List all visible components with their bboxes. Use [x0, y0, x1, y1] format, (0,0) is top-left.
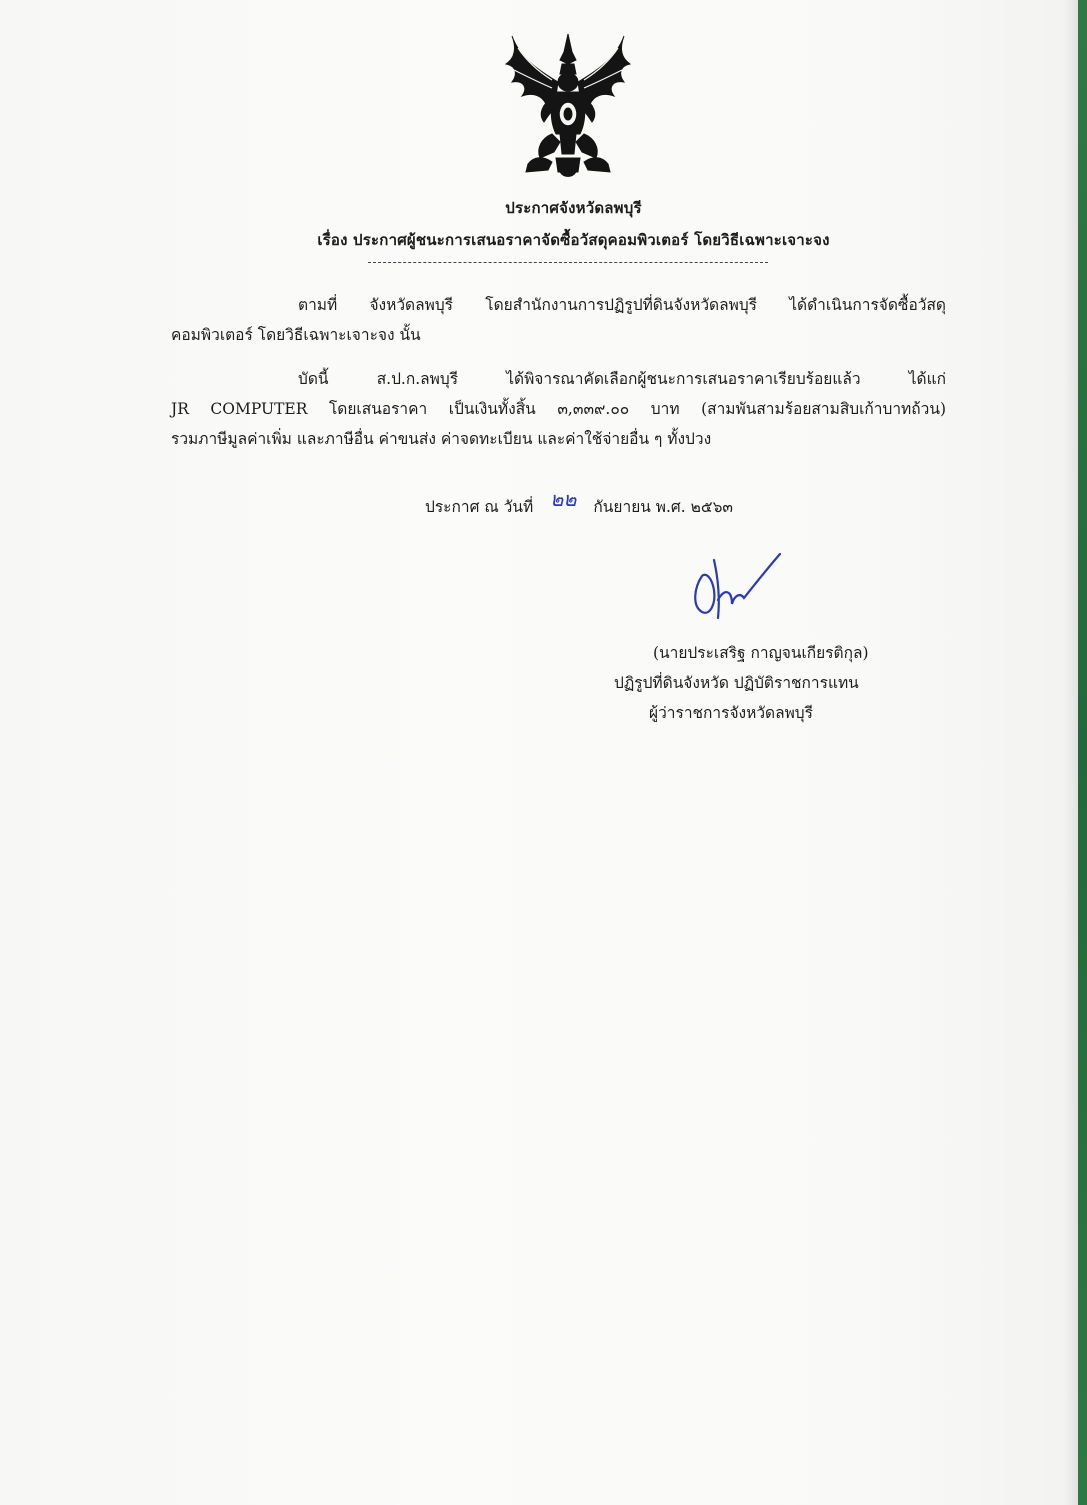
- paragraph1-line1: ตามที่ จังหวัดลพบุรี โดยสำนักงานการปฏิรูปที่ดินจังหวัดลพบุรี ได้ดำเนินการจัดซื้อวัสดุ: [298, 296, 946, 314]
- paragraph2-line1: บัดนี้ ส.ป.ก.ลพบุรี ได้พิจารณาคัดเลือกผู้ชนะการเสนอราคาเรียบร้อยแล้ว ได้แก่: [298, 370, 946, 388]
- date-month-year: กันยายน พ.ศ. ๒๕๖๓: [593, 498, 734, 516]
- document-title: ประกาศจังหวัดลพบุรี: [505, 199, 642, 217]
- paragraph-award: [171, 364, 946, 454]
- page-edge-shadow: [1064, 0, 1078, 1505]
- paragraph-background: [171, 290, 946, 350]
- announcement-date: [425, 489, 733, 521]
- paragraph2-line3: รวมภาษีมูลค่าเพิ่ม และภาษีอื่น ค่าขนส่ง ค่าจดทะเบียน และค่าใช้จ่ายอื่น ๆ ทั้งปวง: [171, 430, 712, 448]
- title-divider: [368, 262, 768, 263]
- date-prefix: ประกาศ ณ วันที่: [425, 498, 534, 516]
- paragraph2-line2: JR COMPUTER โดยเสนอราคา เป็นเงินทั้งสิ้น ๓,๓๓๙.๐๐ บาท (สามพันสามร้อยสามสิบเก้าบาทถ้วน): [171, 400, 946, 418]
- signatory-position: ปฏิรูปที่ดินจังหวัด ปฏิบัติราชการแทน: [614, 674, 859, 692]
- background-edge: [1078, 0, 1087, 1505]
- signatory-office: ผู้ว่าราชการจังหวัดลพบุรี: [649, 704, 813, 722]
- date-day-handwritten: ๒๒: [550, 487, 577, 511]
- handwritten-signature-icon: [688, 548, 788, 628]
- paragraph-line: [171, 290, 946, 320]
- document-subject: เรื่อง ประกาศผู้ชนะการเสนอราคาจัดซื้อวัสดุคอมพิวเตอร์ โดยวิธีเฉพาะเจาะจง: [317, 231, 830, 249]
- signatory-name: (นายประเสริฐ กาญจนเกียรติกุล): [653, 644, 869, 662]
- paragraph-line: [171, 364, 946, 394]
- paragraph1-line2: คอมพิวเตอร์ โดยวิธีเฉพาะเจาะจง นั้น: [171, 326, 421, 344]
- garuda-emblem-icon: [498, 30, 638, 180]
